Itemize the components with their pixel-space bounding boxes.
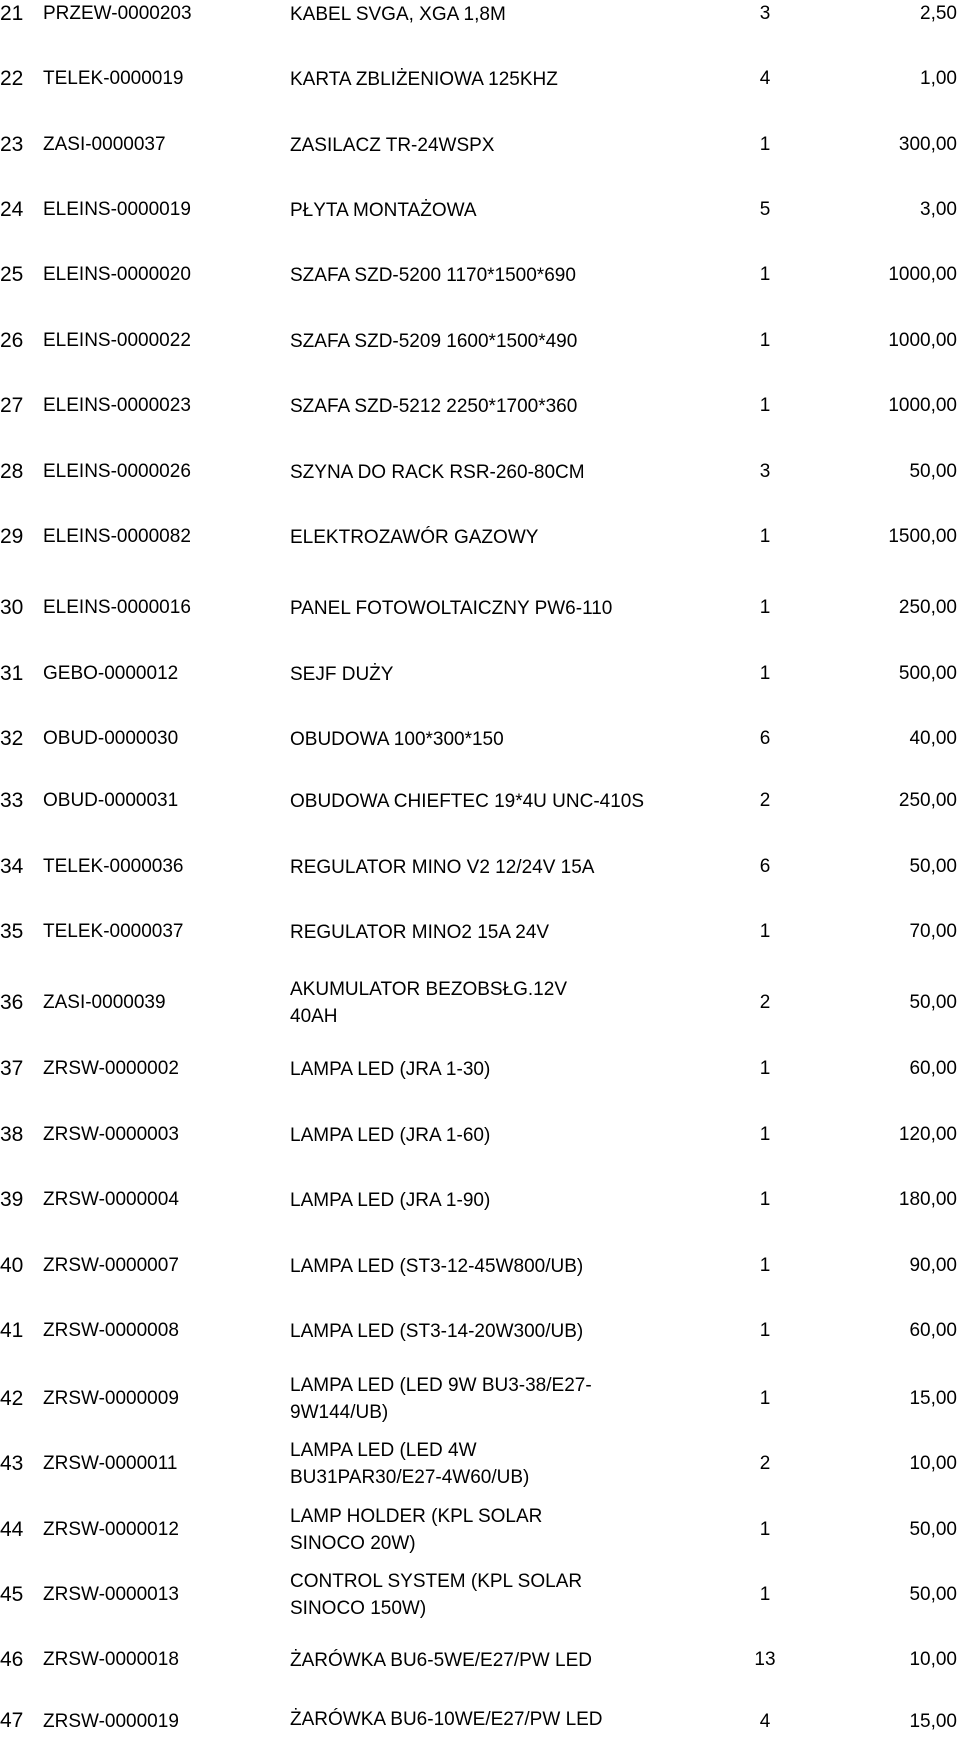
row-number: 45 [0, 1583, 24, 1606]
item-quantity: 1 [759, 921, 771, 942]
item-name: PANEL FOTOWOLTAICZNY PW6-110 [290, 597, 613, 619]
item-price: 70,00 [909, 921, 957, 942]
item-code: ZASI-0000037 [43, 134, 166, 155]
item-price: 50,00 [909, 856, 957, 877]
item-code: ZRSW-0000012 [43, 1519, 179, 1540]
item-name: SZAFA SZD-5200 1170*1500*690 [290, 264, 576, 286]
item-code: ZRSW-0000009 [43, 1388, 179, 1409]
item-quantity: 2 [759, 1453, 771, 1474]
item-quantity: 13 [754, 1649, 776, 1670]
item-name: OBUDOWA 100*300*150 [290, 728, 504, 750]
row-number: 23 [0, 133, 24, 156]
row-number: 40 [0, 1254, 24, 1277]
item-quantity: 4 [759, 68, 771, 89]
item-name: LAMPA LED (JRA 1-60) [290, 1124, 491, 1146]
table-row [0, 711, 960, 767]
item-name: CONTROL SYSTEM (KPL SOLAR SINOCO 150W) [290, 1571, 583, 1619]
item-code: ZRSW-0000004 [43, 1189, 179, 1210]
item-name: LAMP HOLDER (KPL SOLAR SINOCO 20W) [290, 1506, 543, 1554]
table-row [0, 1368, 960, 1430]
row-number: 34 [0, 855, 24, 878]
table-row [0, 378, 960, 434]
table-row [0, 770, 960, 832]
row-number: 46 [0, 1648, 24, 1671]
row-number: 27 [0, 394, 24, 417]
item-quantity: 1 [759, 663, 771, 684]
table-row [0, 51, 960, 107]
table-row [0, 904, 960, 960]
item-price: 15,00 [909, 1388, 957, 1409]
row-number: 43 [0, 1452, 24, 1475]
item-name: ELEKTROZAWÓR GAZOWY [290, 526, 539, 548]
item-code: ZRSW-0000007 [43, 1255, 179, 1276]
table-row [0, 509, 960, 565]
item-price: 60,00 [909, 1058, 957, 1079]
item-quantity: 6 [759, 856, 771, 877]
item-quantity: 1 [759, 395, 771, 416]
item-price: 60,00 [909, 1320, 957, 1341]
item-code: TELEK-0000036 [43, 856, 184, 877]
item-code: ELEINS-0000019 [43, 199, 191, 220]
row-number: 44 [0, 1518, 24, 1541]
row-number: 22 [0, 67, 24, 90]
item-quantity: 1 [759, 1124, 771, 1145]
row-number: 39 [0, 1188, 24, 1211]
item-price: 15,00 [909, 1711, 957, 1732]
row-number: 28 [0, 460, 24, 483]
item-code: ZRSW-0000002 [43, 1058, 179, 1079]
table-row [0, 646, 960, 702]
item-name: ZASILACZ TR-24WSPX [290, 134, 495, 156]
item-name: LAMPA LED (JRA 1-90) [290, 1189, 491, 1211]
table-row [0, 1107, 960, 1163]
row-number: 33 [0, 789, 24, 812]
row-number: 47 [0, 1709, 24, 1732]
item-price: 1000,00 [888, 395, 957, 416]
table-row [0, 247, 960, 303]
item-quantity: 1 [759, 1255, 771, 1276]
item-quantity: 2 [759, 992, 771, 1013]
item-name: LAMPA LED (JRA 1-30) [290, 1058, 491, 1080]
row-number: 35 [0, 920, 24, 943]
table-row [0, 1303, 960, 1359]
table-row [0, 0, 960, 42]
item-quantity: 1 [759, 1388, 771, 1409]
table-row [0, 182, 960, 238]
item-code: ZRSW-0000008 [43, 1320, 179, 1341]
item-code: ELEINS-0000082 [43, 526, 191, 547]
item-price: 1,00 [920, 68, 957, 89]
row-number: 36 [0, 991, 24, 1014]
table-row [0, 444, 960, 500]
item-name: LAMPA LED (LED 4W BU31PAR30/E27-4W60/UB) [290, 1440, 530, 1488]
row-number: 37 [0, 1057, 24, 1080]
table-row [0, 117, 960, 173]
row-number: 24 [0, 198, 24, 221]
item-code: TELEK-0000019 [43, 68, 184, 89]
table-row [0, 1172, 960, 1228]
item-price: 1000,00 [888, 264, 957, 285]
item-code: ZRSW-0000011 [43, 1453, 178, 1474]
item-name: ŻARÓWKA BU6-5WE/E27/PW LED [290, 1649, 592, 1671]
item-code: ELEINS-0000022 [43, 330, 191, 351]
row-number: 30 [0, 596, 24, 619]
item-price: 500,00 [898, 663, 957, 684]
item-name: LAMPA LED (LED 9W BU3-38/E27-9W144/UB) [290, 1375, 592, 1423]
table-row [0, 313, 960, 369]
item-quantity: 1 [759, 330, 771, 351]
item-code: ELEINS-0000020 [43, 264, 191, 285]
item-quantity: 1 [759, 1058, 771, 1079]
item-code: OBUD-0000030 [43, 728, 179, 749]
table-row [0, 972, 960, 1034]
item-quantity: 1 [759, 526, 771, 547]
item-name: SZAFA SZD-5209 1600*1500*490 [290, 330, 578, 352]
table-row [0, 577, 960, 639]
item-price: 10,00 [909, 1453, 957, 1474]
item-quantity: 1 [759, 597, 771, 618]
item-code: ZRSW-0000003 [43, 1124, 179, 1145]
table-row [0, 1632, 960, 1688]
item-name: OBUDOWA CHIEFTEC 19*4U UNC-410S [290, 790, 645, 812]
table-row [0, 1697, 960, 1737]
item-code: ELEINS-0000026 [43, 461, 191, 482]
item-price: 90,00 [909, 1255, 957, 1276]
table-row [0, 839, 960, 895]
item-name: AKUMULATOR BEZOBSŁG.12V 40AH [290, 979, 567, 1027]
item-quantity: 3 [759, 461, 771, 482]
table-row [0, 1433, 960, 1495]
item-price: 50,00 [909, 1584, 957, 1605]
row-number: 42 [0, 1387, 24, 1410]
item-quantity: 1 [759, 1584, 771, 1605]
row-number: 32 [0, 727, 24, 750]
item-name: ŻARÓWKA BU6-10WE/E27/PW LED [290, 1709, 603, 1730]
item-price: 2,50 [920, 3, 957, 24]
item-price: 300,00 [898, 134, 957, 155]
row-number: 29 [0, 525, 24, 548]
row-number: 26 [0, 329, 24, 352]
item-code: ZASI-0000039 [43, 992, 166, 1013]
item-price: 50,00 [909, 1519, 957, 1540]
item-code: ELEINS-0000023 [43, 395, 191, 416]
item-quantity: 1 [759, 134, 771, 155]
row-number: 31 [0, 662, 24, 685]
item-name: REGULATOR MINO V2 12/24V 15A [290, 856, 595, 878]
item-price: 40,00 [909, 728, 957, 749]
item-price: 1500,00 [888, 526, 957, 547]
item-name: KABEL SVGA, XGA 1,8M [290, 3, 506, 25]
item-name: REGULATOR MINO2 15A 24V [290, 921, 550, 943]
item-name: SEJF DUŻY [290, 663, 394, 685]
item-name: LAMPA LED (ST3-14-20W300/UB) [290, 1320, 584, 1342]
item-code: ZRSW-0000018 [43, 1649, 179, 1670]
table-row [0, 1564, 960, 1626]
item-code: PRZEW-0000203 [43, 3, 192, 24]
table-row [0, 1238, 960, 1294]
item-quantity: 1 [759, 1320, 771, 1341]
item-name: KARTA ZBLIŻENIOWA 125KHZ [290, 68, 558, 90]
item-name: SZAFA SZD-5212 2250*1700*360 [290, 395, 578, 417]
item-quantity: 2 [759, 790, 771, 811]
item-quantity: 3 [759, 3, 771, 24]
item-price: 50,00 [909, 992, 957, 1013]
item-name: LAMPA LED (ST3-12-45W800/UB) [290, 1255, 584, 1277]
item-price: 180,00 [898, 1189, 957, 1210]
item-quantity: 1 [759, 1519, 771, 1540]
item-price: 250,00 [898, 597, 957, 618]
item-name: SZYNA DO RACK RSR-260-80CM [290, 461, 585, 483]
table-row [0, 1041, 960, 1097]
item-price: 1000,00 [888, 330, 957, 351]
row-number: 21 [0, 2, 24, 25]
item-quantity: 5 [759, 199, 771, 220]
row-number: 41 [0, 1319, 24, 1342]
item-code: TELEK-0000037 [43, 921, 184, 942]
item-quantity: 4 [759, 1711, 771, 1732]
row-number: 38 [0, 1123, 24, 1146]
item-code: ZRSW-0000019 [43, 1711, 179, 1732]
row-number: 25 [0, 263, 24, 286]
item-price: 250,00 [898, 790, 957, 811]
item-code: GEBO-0000012 [43, 663, 179, 684]
item-quantity: 6 [759, 728, 771, 749]
item-name: PŁYTA MONTAŻOWA [290, 199, 477, 221]
item-quantity: 1 [759, 1189, 771, 1210]
item-price: 120,00 [898, 1124, 957, 1145]
item-price: 3,00 [920, 199, 957, 220]
item-code: ZRSW-0000013 [43, 1584, 179, 1605]
item-price: 10,00 [909, 1649, 957, 1670]
item-code: OBUD-0000031 [43, 790, 179, 811]
table-row [0, 1499, 960, 1561]
item-code: ELEINS-0000016 [43, 597, 191, 618]
item-price: 50,00 [909, 461, 957, 482]
item-quantity: 1 [759, 264, 771, 285]
